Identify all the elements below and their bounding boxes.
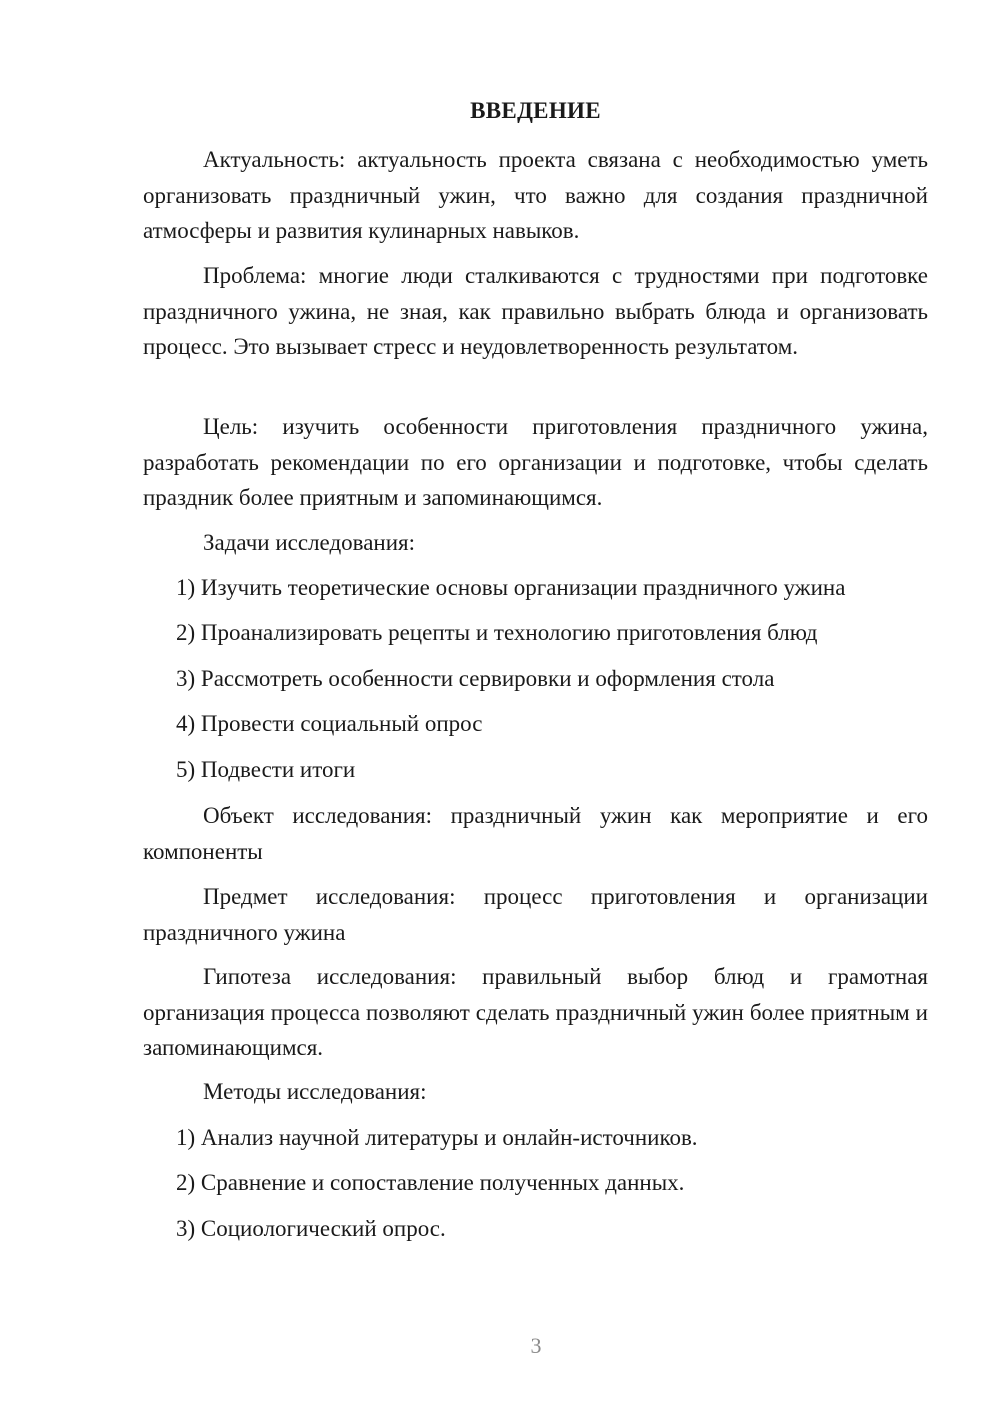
paragraph-relevance: Актуальность: актуальность проекта связана с необходимостью уметь организовать праздничный ужин, что важно для создания праздничной атмосферы и развития кулинарных навыков.: [143, 147, 928, 243]
paragraph-hypothesis: Гипотеза исследования: правильный выбор блюд и грамотная организация процесса позволяют сделать праздничный ужин более приятным и запоминающимся.: [143, 964, 928, 1060]
paragraph-problem: Проблема: многие люди сталкиваются с трудностями при подготовке праздничного ужина, не зная, как правильно выбрать блюда и организовать процесс. Это вызывает стресс и неудовлетворенность результатом.: [143, 263, 928, 359]
paragraph-object: Объект исследования: праздничный ужин как мероприятие и его компоненты: [143, 803, 928, 864]
method-item-3: 3) Социологический опрос.: [176, 1216, 446, 1241]
paragraph-subject: Предмет исследования: процесс приготовления и организации праздничного ужина: [143, 884, 928, 945]
task-item-5: 5) Подвести итоги: [176, 757, 356, 782]
tasks-title: Задачи исследования:: [203, 530, 416, 555]
methods-title: Методы исследования:: [203, 1079, 427, 1104]
task-item-1: 1) Изучить теоретические основы организации праздничного ужина: [176, 575, 846, 600]
section-heading: ВВЕДЕНИЕ: [470, 98, 601, 123]
method-item-1: 1) Анализ научной литературы и онлайн-источников.: [176, 1125, 698, 1150]
task-item-3: 3) Рассмотреть особенности сервировки и оформления стола: [176, 666, 775, 691]
task-item-2: 2) Проанализировать рецепты и технологию приготовления блюд: [176, 620, 818, 645]
paragraph-goal: Цель: изучить особенности приготовления праздничного ужина, разработать рекомендации по его организации и подготовке, чтобы сделать праздник более приятным и запоминающимся.: [143, 414, 928, 510]
task-item-4: 4) Провести социальный опрос: [176, 711, 483, 736]
page-number: 3: [530, 1333, 542, 1358]
method-item-2: 2) Сравнение и сопоставление полученных данных.: [176, 1170, 685, 1195]
